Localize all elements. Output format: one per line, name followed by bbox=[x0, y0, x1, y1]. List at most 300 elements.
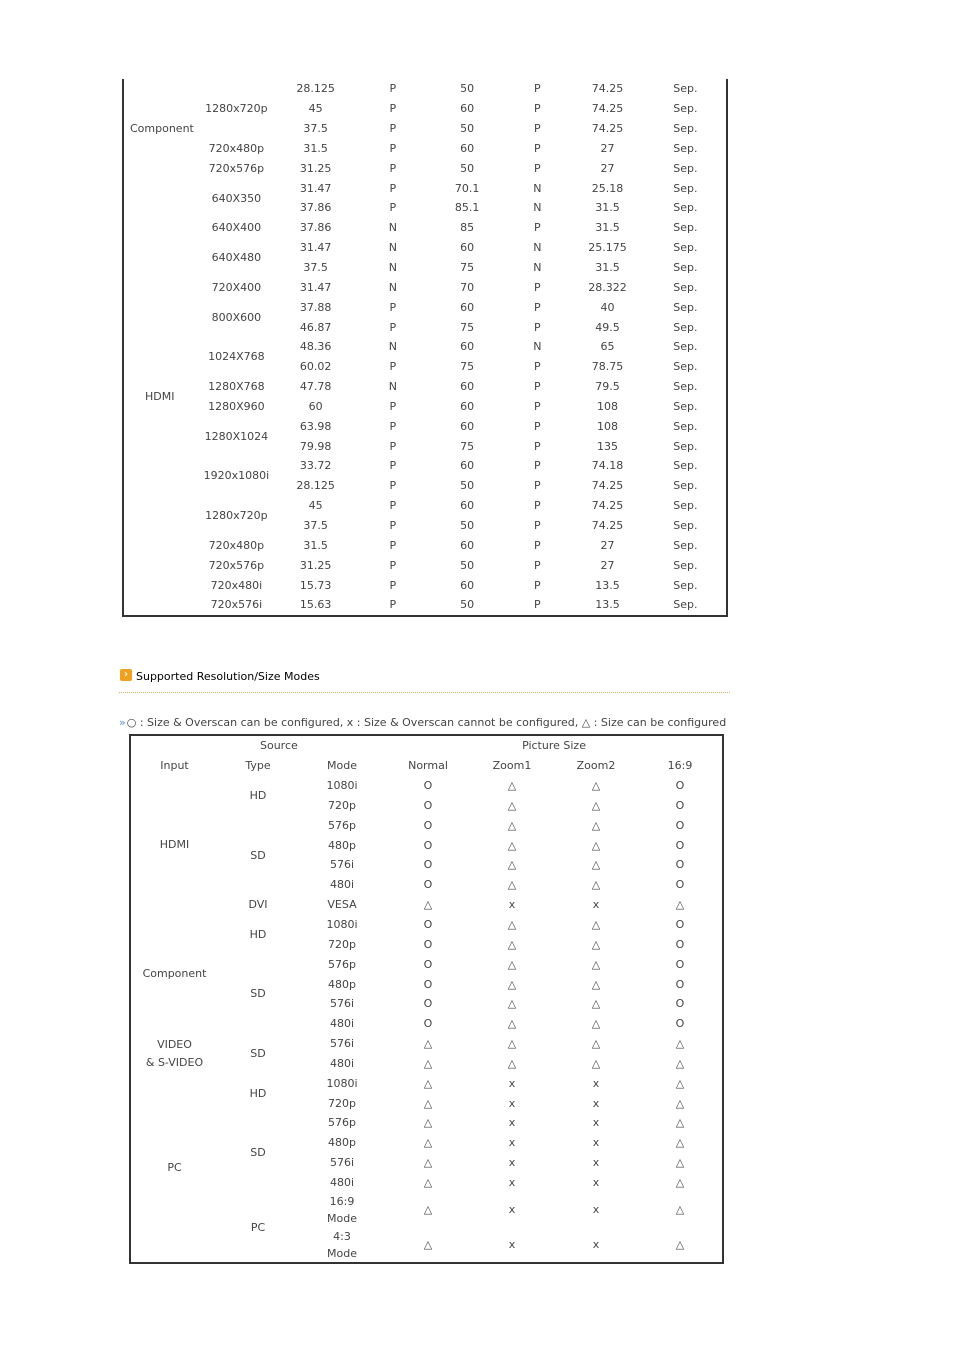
table-row bbox=[123, 535, 727, 555]
table-row bbox=[130, 895, 723, 915]
timing-value-cell: 50 bbox=[460, 558, 475, 572]
timing-value-cell: P bbox=[534, 518, 541, 532]
timing-value-cell: 75 bbox=[460, 320, 475, 334]
timing-value-cell: 75 bbox=[460, 439, 475, 453]
timing-value-cell: 60 bbox=[460, 538, 475, 552]
timing-value-cell: P bbox=[534, 459, 541, 473]
timing-value-cell: 31.47 bbox=[299, 280, 332, 294]
header-mode: Mode bbox=[327, 759, 357, 773]
timing-value-cell: 37.5 bbox=[303, 122, 328, 136]
timing-value-cell: P bbox=[389, 499, 397, 513]
modes-value-cell: △ bbox=[675, 1136, 685, 1150]
table-row bbox=[123, 158, 727, 178]
timing-value-cell: P bbox=[534, 399, 541, 413]
timing-value-cell: Sep. bbox=[673, 419, 698, 433]
timing-value-cell: N bbox=[533, 340, 542, 354]
timing-value-cell: Sep. bbox=[673, 261, 698, 275]
header-type: Type bbox=[245, 759, 271, 773]
modes-value-cell: △ bbox=[507, 977, 517, 991]
timing-value-cell: 28.322 bbox=[588, 280, 627, 294]
modes-type-cell: SD bbox=[250, 848, 266, 862]
timing-value-cell: 37.88 bbox=[299, 300, 332, 314]
double-chevron-right-icon: » bbox=[119, 716, 126, 729]
modes-value-cell: O bbox=[423, 798, 433, 812]
timing-value-cell: P bbox=[534, 479, 541, 493]
timing-resolution-cell: 1024X768 bbox=[208, 350, 265, 364]
timing-value-cell: 74.25 bbox=[591, 518, 624, 532]
timing-value-cell: P bbox=[534, 419, 541, 433]
modes-value-cell: △ bbox=[591, 818, 601, 832]
timing-value-cell: P bbox=[389, 141, 397, 155]
timing-value-cell: 27 bbox=[600, 141, 615, 155]
timing-value-cell: 50 bbox=[460, 598, 475, 612]
table-row bbox=[123, 416, 727, 436]
modes-mode-cell: 480i bbox=[329, 1175, 355, 1189]
modes-mode-cell: 1080i bbox=[326, 918, 358, 932]
modes-value-cell: △ bbox=[423, 1037, 433, 1051]
modes-mode-cell: 576p bbox=[328, 957, 356, 971]
timing-value-cell: P bbox=[534, 598, 541, 612]
modes-value-cell: △ bbox=[675, 1238, 685, 1252]
timing-value-cell: 74.25 bbox=[591, 102, 624, 116]
modes-header-row-2 bbox=[130, 756, 723, 776]
timing-value-cell: Sep. bbox=[673, 102, 698, 116]
modes-value-cell: x bbox=[592, 1136, 600, 1150]
modes-value-cell: △ bbox=[507, 1037, 517, 1051]
timing-value-cell: 45 bbox=[308, 499, 323, 513]
timing-value-cell: P bbox=[534, 122, 541, 136]
timing-value-cell: 37.86 bbox=[299, 201, 332, 215]
timing-value-cell: 33.72 bbox=[299, 459, 332, 473]
modes-input-cell: VIDEO & S-VIDEO bbox=[145, 1037, 204, 1069]
modes-value-cell: △ bbox=[507, 779, 517, 793]
modes-value-cell: x bbox=[508, 898, 516, 912]
timing-value-cell: P bbox=[534, 578, 541, 592]
modes-value-cell: △ bbox=[591, 918, 601, 932]
modes-value-cell: O bbox=[675, 798, 685, 812]
modes-value-cell: O bbox=[423, 858, 433, 872]
modes-value-cell: △ bbox=[591, 878, 601, 892]
modes-mode-cell: 576i bbox=[329, 858, 355, 872]
timing-value-cell: N bbox=[533, 201, 542, 215]
timing-value-cell: 49.5 bbox=[595, 320, 620, 334]
timing-value-cell: 74.25 bbox=[591, 479, 624, 493]
modes-mode-cell: 576p bbox=[328, 1116, 356, 1130]
modes-value-cell: x bbox=[508, 1076, 516, 1090]
timing-value-cell: N bbox=[388, 380, 397, 394]
timing-value-cell: Sep. bbox=[673, 201, 698, 215]
timing-value-cell: 50 bbox=[460, 518, 475, 532]
modes-value-cell: △ bbox=[507, 1017, 517, 1031]
timing-value-cell: Sep. bbox=[673, 280, 698, 294]
timing-value-cell: Sep. bbox=[673, 241, 698, 255]
modes-mode-cell: 576i bbox=[329, 1037, 355, 1051]
timing-value-cell: Sep. bbox=[673, 598, 698, 612]
table-row bbox=[130, 776, 723, 796]
modes-value-cell: O bbox=[675, 779, 685, 793]
timing-value-cell: Sep. bbox=[673, 221, 698, 235]
timing-value-cell: Sep. bbox=[673, 499, 698, 513]
modes-mode-cell: 480p bbox=[328, 1136, 356, 1150]
section-heading bbox=[119, 668, 730, 693]
modes-mode-cell: 16:9 Mode bbox=[327, 1194, 357, 1225]
modes-value-cell: △ bbox=[591, 937, 601, 951]
timing-value-cell: Sep. bbox=[673, 181, 698, 195]
timing-value-cell: N bbox=[388, 340, 397, 354]
modes-value-cell: △ bbox=[423, 1175, 433, 1189]
timing-resolution-cell: 1280X1024 bbox=[204, 429, 269, 443]
timing-value-cell: Sep. bbox=[673, 399, 698, 413]
timing-value-cell: 74.25 bbox=[591, 499, 624, 513]
table-row bbox=[123, 238, 727, 258]
timing-value-cell: Sep. bbox=[673, 161, 698, 175]
timing-value-cell: 60 bbox=[460, 459, 475, 473]
timing-value-cell: 135 bbox=[597, 439, 619, 453]
timing-value-cell: P bbox=[389, 161, 397, 175]
timing-value-cell: Sep. bbox=[673, 459, 698, 473]
table-row bbox=[123, 178, 727, 198]
timing-resolution-cell: 640X350 bbox=[211, 191, 262, 205]
modes-value-cell: O bbox=[423, 1017, 433, 1031]
timing-value-cell: 60.02 bbox=[299, 360, 332, 374]
timing-value-cell: 15.63 bbox=[299, 598, 332, 612]
timing-resolution-cell: 1280X768 bbox=[208, 380, 265, 394]
timing-value-cell: 31.5 bbox=[595, 261, 620, 275]
timing-resolution-cell: 720x576p bbox=[208, 558, 265, 572]
modes-value-cell: △ bbox=[507, 858, 517, 872]
timing-resolution-cell: 720X400 bbox=[211, 280, 262, 294]
timing-value-cell: 60 bbox=[460, 380, 475, 394]
table-row bbox=[123, 575, 727, 595]
modes-value-cell: O bbox=[675, 918, 685, 932]
modes-value-cell: △ bbox=[675, 1037, 685, 1051]
timing-value-cell: 31.25 bbox=[299, 558, 332, 572]
timing-value-cell: P bbox=[534, 380, 541, 394]
modes-mode-cell: 1080i bbox=[326, 779, 358, 793]
timing-value-cell: Sep. bbox=[673, 538, 698, 552]
modes-value-cell: x bbox=[592, 1096, 600, 1110]
timing-resolution-cell: 720x480p bbox=[208, 141, 265, 155]
modes-mode-cell: 480i bbox=[329, 1056, 355, 1070]
timing-value-cell: P bbox=[534, 360, 541, 374]
timing-value-cell: Sep. bbox=[673, 320, 698, 334]
table-row bbox=[130, 1073, 723, 1093]
timing-value-cell: 60 bbox=[308, 399, 323, 413]
modes-value-cell: △ bbox=[507, 997, 517, 1011]
modes-value-cell: x bbox=[508, 1156, 516, 1170]
table-row bbox=[123, 297, 727, 317]
modes-value-cell: △ bbox=[675, 1175, 685, 1189]
table-row bbox=[123, 456, 727, 476]
timing-resolution-cell: 1280x720p bbox=[205, 102, 268, 116]
timing-resolution-cell: 720x480i bbox=[210, 578, 263, 592]
table-row bbox=[123, 277, 727, 297]
modes-value-cell: △ bbox=[591, 977, 601, 991]
modes-value-cell: x bbox=[592, 898, 600, 912]
timing-input-cell: Component bbox=[130, 122, 194, 136]
size-modes-table bbox=[129, 734, 724, 1264]
modes-value-cell: △ bbox=[507, 957, 517, 971]
modes-mode-cell: 1080i bbox=[326, 1076, 358, 1090]
modes-value-cell: △ bbox=[423, 1203, 433, 1217]
timing-value-cell: P bbox=[534, 499, 541, 513]
timing-value-cell: P bbox=[389, 82, 397, 96]
timing-value-cell: 60 bbox=[460, 141, 475, 155]
timing-value-cell: P bbox=[534, 102, 541, 116]
modes-value-cell: O bbox=[675, 977, 685, 991]
modes-mode-cell: 4:3 Mode bbox=[327, 1229, 357, 1260]
modes-value-cell: x bbox=[592, 1116, 600, 1130]
timing-value-cell: P bbox=[534, 439, 541, 453]
table-row bbox=[123, 139, 727, 159]
timing-value-cell: 27 bbox=[600, 161, 615, 175]
modes-value-cell: △ bbox=[591, 1017, 601, 1031]
timing-value-cell: 13.5 bbox=[595, 578, 620, 592]
table-row bbox=[130, 815, 723, 835]
modes-mode-cell: 576p bbox=[328, 818, 356, 832]
modes-type-cell: DVI bbox=[248, 898, 268, 912]
timing-value-cell: P bbox=[534, 141, 541, 155]
timing-value-cell: 27 bbox=[600, 558, 615, 572]
modes-input-cell: PC bbox=[167, 1160, 182, 1174]
timing-value-cell: 74.25 bbox=[591, 122, 624, 136]
modes-value-cell: O bbox=[423, 838, 433, 852]
timing-value-cell: N bbox=[388, 221, 397, 235]
timing-value-cell: 25.18 bbox=[591, 181, 624, 195]
modes-value-cell: O bbox=[423, 918, 433, 932]
modes-value-cell: O bbox=[675, 858, 685, 872]
modes-value-cell: O bbox=[423, 878, 433, 892]
timing-value-cell: P bbox=[389, 598, 397, 612]
modes-value-cell: x bbox=[508, 1203, 516, 1217]
timing-value-cell: P bbox=[389, 439, 397, 453]
modes-value-cell: △ bbox=[507, 937, 517, 951]
timing-resolution-cell: 1280x720p bbox=[205, 509, 268, 523]
timing-value-cell: 50 bbox=[460, 479, 475, 493]
timing-value-cell: 74.25 bbox=[591, 82, 624, 96]
modes-value-cell: △ bbox=[591, 798, 601, 812]
table-row bbox=[130, 915, 723, 935]
modes-input-cell: Component bbox=[142, 967, 207, 981]
timing-value-cell: 31.47 bbox=[299, 181, 332, 195]
modes-value-cell: x bbox=[592, 1156, 600, 1170]
timing-value-cell: Sep. bbox=[673, 360, 698, 374]
timing-resolution-cell: 720x576p bbox=[208, 161, 265, 175]
modes-value-cell: △ bbox=[507, 918, 517, 932]
modes-mode-cell: 576i bbox=[329, 997, 355, 1011]
timing-value-cell: Sep. bbox=[673, 439, 698, 453]
table-row bbox=[123, 218, 727, 238]
timing-value-cell: 60 bbox=[460, 578, 475, 592]
modes-mode-cell: 720p bbox=[328, 798, 356, 812]
timing-input-cell: HDMI bbox=[145, 390, 175, 403]
modes-mode-cell: 720p bbox=[328, 1096, 356, 1110]
modes-value-cell: x bbox=[508, 1116, 516, 1130]
timing-value-cell: 50 bbox=[460, 122, 475, 136]
timing-table bbox=[122, 79, 728, 617]
timing-value-cell: P bbox=[534, 300, 541, 314]
timing-value-cell: P bbox=[389, 122, 397, 136]
modes-value-cell: O bbox=[675, 957, 685, 971]
modes-type-cell: SD bbox=[250, 1146, 266, 1160]
timing-value-cell: 60 bbox=[460, 340, 475, 354]
modes-type-cell: HD bbox=[249, 789, 267, 803]
timing-value-cell: 70.1 bbox=[454, 181, 480, 195]
modes-value-cell: △ bbox=[591, 779, 601, 793]
timing-value-cell: P bbox=[389, 320, 397, 334]
timing-value-cell: P bbox=[389, 102, 397, 116]
modes-mode-cell: 480p bbox=[328, 977, 356, 991]
timing-value-cell: P bbox=[389, 518, 397, 532]
timing-value-cell: 48.36 bbox=[299, 340, 332, 354]
timing-value-cell: 37.86 bbox=[299, 221, 332, 235]
timing-value-cell: 31.5 bbox=[303, 538, 328, 552]
modes-value-cell: △ bbox=[675, 1116, 685, 1130]
timing-resolution-cell: 720x480p bbox=[208, 538, 265, 552]
timing-value-cell: 108 bbox=[597, 399, 619, 413]
timing-value-cell: 31.47 bbox=[299, 241, 332, 255]
timing-value-cell: P bbox=[389, 300, 397, 314]
timing-value-cell: P bbox=[389, 181, 397, 195]
timing-resolution-cell: 1920x1080i bbox=[203, 469, 270, 483]
timing-value-cell: 60 bbox=[460, 102, 475, 116]
timing-value-cell: P bbox=[389, 459, 397, 473]
timing-value-cell: 28.125 bbox=[296, 479, 335, 493]
table-row bbox=[123, 555, 727, 575]
modes-value-cell: △ bbox=[507, 798, 517, 812]
modes-value-cell: △ bbox=[423, 1056, 433, 1070]
timing-value-cell: 75 bbox=[460, 261, 475, 275]
modes-mode-cell: 576i bbox=[329, 1156, 355, 1170]
timing-value-cell: 60 bbox=[460, 499, 475, 513]
timing-value-cell: 46.87 bbox=[299, 320, 332, 334]
modes-value-cell: x bbox=[508, 1136, 516, 1150]
timing-value-cell: 85.1 bbox=[454, 201, 480, 215]
timing-value-cell: 63.98 bbox=[299, 419, 332, 433]
timing-value-cell: 79.5 bbox=[595, 380, 620, 394]
legend-text: ○ : Size & Overscan can be configured, x : Size & Overscan cannot be configured, △ : Size can be configured bbox=[126, 716, 727, 729]
header-zoom1: Zoom1 bbox=[492, 759, 532, 773]
timing-value-cell: P bbox=[534, 221, 541, 235]
timing-value-cell: P bbox=[389, 558, 397, 572]
timing-value-cell: 28.125 bbox=[296, 82, 335, 96]
timing-value-cell: N bbox=[388, 280, 397, 294]
timing-value-cell: Sep. bbox=[673, 141, 698, 155]
modes-value-cell: △ bbox=[591, 838, 601, 852]
modes-value-cell: x bbox=[592, 1203, 600, 1217]
table-row bbox=[123, 496, 727, 516]
modes-mode-cell: 480i bbox=[329, 878, 355, 892]
table-row bbox=[123, 337, 727, 357]
header-16-9: 16:9 bbox=[667, 759, 693, 773]
modes-value-cell: △ bbox=[591, 957, 601, 971]
modes-value-cell: △ bbox=[423, 1076, 433, 1090]
modes-value-cell: O bbox=[423, 937, 433, 951]
modes-value-cell: △ bbox=[675, 898, 685, 912]
timing-value-cell: Sep. bbox=[673, 82, 698, 96]
section-title: Supported Resolution/Size Modes bbox=[136, 670, 320, 683]
timing-value-cell: 79.98 bbox=[299, 439, 332, 453]
timing-value-cell: P bbox=[389, 419, 397, 433]
modes-value-cell: O bbox=[675, 818, 685, 832]
timing-value-cell: 75 bbox=[460, 360, 475, 374]
modes-value-cell: O bbox=[675, 1017, 685, 1031]
timing-value-cell: 85 bbox=[460, 221, 475, 235]
timing-value-cell: Sep. bbox=[673, 340, 698, 354]
modes-value-cell: △ bbox=[423, 1156, 433, 1170]
timing-value-cell: 45 bbox=[308, 102, 323, 116]
modes-value-cell: △ bbox=[507, 1056, 517, 1070]
timing-value-cell: N bbox=[388, 261, 397, 275]
modes-mode-cell: 480p bbox=[328, 838, 356, 852]
header-zoom2: Zoom2 bbox=[576, 759, 616, 773]
modes-mode-cell: 480i bbox=[329, 1017, 355, 1031]
modes-value-cell: △ bbox=[423, 1136, 433, 1150]
timing-value-cell: P bbox=[389, 578, 397, 592]
modes-value-cell: △ bbox=[675, 1156, 685, 1170]
modes-input-cell: HDMI bbox=[159, 838, 190, 852]
table-row bbox=[130, 1034, 723, 1054]
timing-value-cell: 25.175 bbox=[588, 241, 627, 255]
timing-value-cell: 13.5 bbox=[595, 598, 620, 612]
header-source: Source bbox=[260, 739, 298, 753]
timing-value-cell: 27 bbox=[600, 538, 615, 552]
legend-line bbox=[119, 716, 759, 729]
table-row bbox=[130, 1113, 723, 1133]
timing-value-cell: 74.18 bbox=[591, 459, 624, 473]
modes-value-cell: △ bbox=[507, 878, 517, 892]
timing-resolution-cell: 1280X960 bbox=[208, 399, 265, 413]
header-normal: Normal bbox=[408, 759, 448, 773]
timing-value-cell: 47.78 bbox=[299, 380, 332, 394]
header-input: Input bbox=[160, 759, 189, 773]
timing-value-cell: 65 bbox=[600, 340, 615, 354]
timing-value-cell: Sep. bbox=[673, 300, 698, 314]
modes-value-cell: △ bbox=[423, 898, 433, 912]
timing-value-cell: Sep. bbox=[673, 518, 698, 532]
timing-value-cell: 31.5 bbox=[595, 201, 620, 215]
table-row bbox=[123, 79, 727, 99]
modes-value-cell: O bbox=[675, 937, 685, 951]
timing-resolution-cell: 640X400 bbox=[211, 221, 262, 235]
timing-value-cell: N bbox=[533, 241, 542, 255]
timing-value-cell: P bbox=[389, 399, 397, 413]
timing-value-cell: 60 bbox=[460, 300, 475, 314]
timing-value-cell: 70 bbox=[460, 280, 475, 294]
timing-value-cell: 50 bbox=[460, 161, 475, 175]
timing-value-cell: P bbox=[389, 538, 397, 552]
timing-value-cell: P bbox=[534, 161, 541, 175]
modes-value-cell: △ bbox=[423, 1116, 433, 1130]
timing-value-cell: P bbox=[389, 479, 397, 493]
timing-value-cell: 50 bbox=[460, 82, 475, 96]
modes-value-cell: △ bbox=[507, 838, 517, 852]
modes-value-cell: O bbox=[423, 779, 433, 793]
timing-value-cell: P bbox=[534, 558, 541, 572]
chevron-right-icon: › bbox=[120, 669, 132, 681]
timing-value-cell: 108 bbox=[597, 419, 619, 433]
table-row bbox=[123, 397, 727, 417]
timing-value-cell: P bbox=[389, 201, 397, 215]
timing-value-cell: 37.5 bbox=[303, 518, 328, 532]
timing-value-cell: Sep. bbox=[673, 122, 698, 136]
timing-value-cell: Sep. bbox=[673, 479, 698, 493]
modes-value-cell: x bbox=[508, 1096, 516, 1110]
timing-value-cell: 31.5 bbox=[595, 221, 620, 235]
modes-type-cell: SD bbox=[250, 987, 266, 1001]
modes-value-cell: O bbox=[423, 977, 433, 991]
modes-value-cell: △ bbox=[591, 997, 601, 1011]
